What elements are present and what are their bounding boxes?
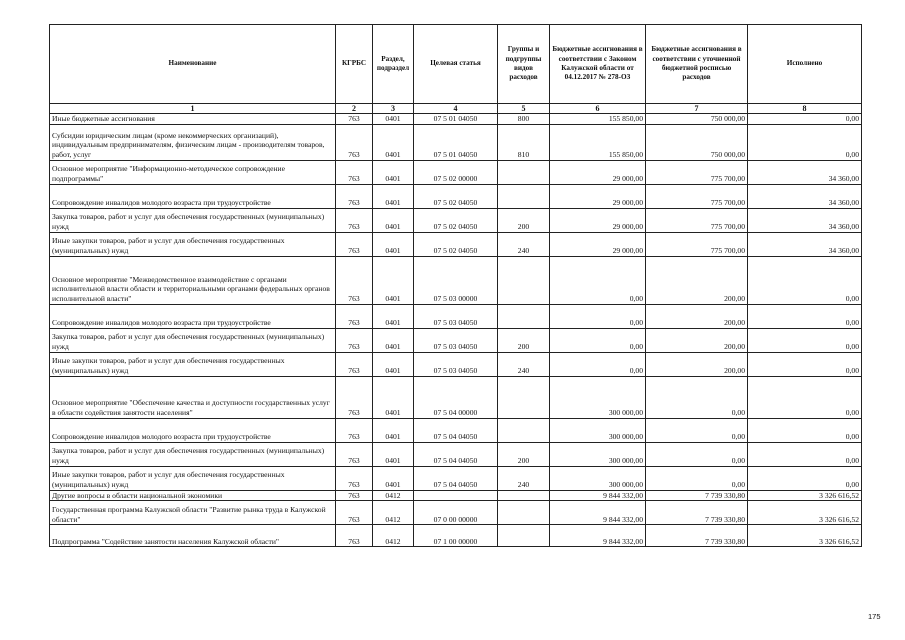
budget-table [49,24,862,547]
row-name: Сопровождение инвалидов молодого возраста при трудоустройстве [50,304,336,328]
table-row [50,490,862,501]
row-target-article: 07 5 04 04050 [414,442,498,466]
page-number: 175 [868,612,881,621]
table-row [50,304,862,328]
budget-report-sheet [49,24,861,547]
row-law-allocation: 155 850,00 [550,114,646,125]
row-expense-group [498,184,550,208]
row-executed: 3 326 616,52 [748,525,862,547]
row-expense-group: 240 [498,232,550,256]
row-executed: 3 326 616,52 [748,490,862,501]
row-target-article: 07 5 02 04050 [414,208,498,232]
table-row [50,256,862,304]
row-executed: 0,00 [748,328,862,352]
row-name: Основное мероприятие "Информационно-методическое сопровождение подпрограммы" [50,160,336,184]
row-kgrbs: 763 [336,466,373,490]
row-name: Закупка товаров, работ и услуг для обеспечения государственных (муниципальных) нужд [50,442,336,466]
row-law-allocation: 9 844 332,00 [550,501,646,525]
row-name: Закупка товаров, работ и услуг для обеспечения государственных (муниципальных) нужд [50,328,336,352]
row-name: Субсидии юридическим лицам (кроме некоммерческих организаций), индивидуальным предпринимателям, физическим лицам - производителям товаров, работ, услуг [50,124,336,160]
header-row [50,25,862,104]
header-law-allocations: Бюджетные ассигнования в соответствии с Законом Калужской области от 04.12.2017 № 278-ОЗ [550,25,646,104]
row-executed: 34 360,00 [748,184,862,208]
row-executed: 0,00 [748,352,862,376]
row-expense-group: 800 [498,114,550,125]
row-kgrbs: 763 [336,304,373,328]
table-row [50,114,862,125]
row-revised-allocation: 775 700,00 [646,208,748,232]
row-kgrbs: 763 [336,376,373,418]
table-row [50,352,862,376]
row-section: 0401 [373,232,414,256]
row-name: Сопровождение инвалидов молодого возраста при трудоустройстве [50,418,336,442]
row-expense-group: 200 [498,442,550,466]
row-name: Иные закупки товаров, работ и услуг для обеспечения государственных (муниципальных) нужд [50,466,336,490]
row-revised-allocation: 0,00 [646,418,748,442]
row-name: Подпрограмма "Содействие занятости населения Калужской области" [50,525,336,547]
table-row [50,124,862,160]
row-revised-allocation: 775 700,00 [646,232,748,256]
row-section: 0401 [373,328,414,352]
row-revised-allocation: 775 700,00 [646,184,748,208]
row-law-allocation: 29 000,00 [550,232,646,256]
row-target-article: 07 5 03 00000 [414,256,498,304]
row-kgrbs: 763 [336,490,373,501]
row-expense-group [498,304,550,328]
row-law-allocation: 9 844 332,00 [550,490,646,501]
row-target-article: 07 5 04 04050 [414,418,498,442]
table-row [50,208,862,232]
table-row [50,466,862,490]
table-row [50,184,862,208]
table-row [50,501,862,525]
row-executed: 3 326 616,52 [748,501,862,525]
row-revised-allocation: 200,00 [646,328,748,352]
row-kgrbs: 763 [336,160,373,184]
row-executed: 0,00 [748,442,862,466]
row-revised-allocation: 750 000,00 [646,114,748,125]
row-law-allocation: 300 000,00 [550,466,646,490]
row-section: 0401 [373,418,414,442]
column-number: 8 [748,104,862,114]
row-kgrbs: 763 [336,501,373,525]
row-section: 0401 [373,352,414,376]
row-executed: 0,00 [748,418,862,442]
row-target-article: 07 5 01 04050 [414,124,498,160]
header-executed: Исполнено [748,25,862,104]
row-law-allocation: 0,00 [550,328,646,352]
header-revised-allocations: Бюджетные ассигнования в соответствии с уточненной бюджетной росписью расходов [646,25,748,104]
row-expense-group [498,160,550,184]
row-kgrbs: 763 [336,328,373,352]
row-target-article: 07 5 03 04050 [414,304,498,328]
row-expense-group: 240 [498,352,550,376]
table-row [50,232,862,256]
column-number: 5 [498,104,550,114]
row-target-article: 07 5 04 04050 [414,466,498,490]
row-executed: 0,00 [748,256,862,304]
row-target-article [414,490,498,501]
row-executed: 34 360,00 [748,208,862,232]
row-expense-group [498,501,550,525]
column-number: 1 [50,104,336,114]
row-executed: 0,00 [748,114,862,125]
row-expense-group [498,256,550,304]
row-section: 0401 [373,442,414,466]
table-body [50,114,862,547]
row-expense-group: 200 [498,208,550,232]
row-target-article: 07 5 03 04050 [414,328,498,352]
row-law-allocation: 29 000,00 [550,160,646,184]
column-number: 4 [414,104,498,114]
row-revised-allocation: 0,00 [646,442,748,466]
row-section: 0401 [373,184,414,208]
row-expense-group: 810 [498,124,550,160]
column-number: 6 [550,104,646,114]
row-law-allocation: 0,00 [550,256,646,304]
row-section: 0401 [373,466,414,490]
header-kgrbs: КГРБС [336,25,373,104]
row-kgrbs: 763 [336,256,373,304]
row-section: 0401 [373,256,414,304]
row-revised-allocation: 7 739 330,80 [646,525,748,547]
column-number: 7 [646,104,748,114]
header-expense-group: Группы и подгруппы видов расходов [498,25,550,104]
row-revised-allocation: 200,00 [646,352,748,376]
table-row [50,328,862,352]
row-target-article: 07 5 03 04050 [414,352,498,376]
row-kgrbs: 763 [336,525,373,547]
row-expense-group [498,490,550,501]
row-kgrbs: 763 [336,124,373,160]
row-name: Другие вопросы в области национальной экономики [50,490,336,501]
row-executed: 0,00 [748,124,862,160]
column-number-row [50,104,862,114]
header-target-article: Целевая статья [414,25,498,104]
row-kgrbs: 763 [336,232,373,256]
row-executed: 0,00 [748,376,862,418]
header-name: Наименование [50,25,336,104]
row-expense-group: 200 [498,328,550,352]
row-law-allocation: 155 850,00 [550,124,646,160]
row-target-article: 07 5 02 04050 [414,232,498,256]
row-revised-allocation: 750 000,00 [646,124,748,160]
row-expense-group [498,525,550,547]
row-section: 0412 [373,490,414,501]
row-revised-allocation: 775 700,00 [646,160,748,184]
row-name: Основное мероприятие "Обеспечение качества и доступности государственных услуг в области содействия занятости населения" [50,376,336,418]
row-executed: 0,00 [748,466,862,490]
row-name: Государственная программа Калужской области "Развитие рынка труда в Калужской области" [50,501,336,525]
row-name: Иные закупки товаров, работ и услуг для обеспечения государственных (муниципальных) нужд [50,352,336,376]
row-section: 0401 [373,208,414,232]
row-name: Сопровождение инвалидов молодого возраста при трудоустройстве [50,184,336,208]
row-section: 0401 [373,160,414,184]
row-law-allocation: 300 000,00 [550,376,646,418]
row-kgrbs: 763 [336,208,373,232]
row-executed: 34 360,00 [748,232,862,256]
row-target-article: 07 5 02 00000 [414,160,498,184]
row-section: 0412 [373,501,414,525]
row-section: 0401 [373,114,414,125]
row-executed: 0,00 [748,304,862,328]
row-law-allocation: 300 000,00 [550,418,646,442]
table-row [50,442,862,466]
row-kgrbs: 763 [336,418,373,442]
table-row [50,160,862,184]
row-section: 0412 [373,525,414,547]
row-target-article: 07 0 00 00000 [414,501,498,525]
row-section: 0401 [373,376,414,418]
row-name: Иные закупки товаров, работ и услуг для обеспечения государственных (муниципальных) нужд [50,232,336,256]
table-row [50,376,862,418]
row-name: Основное мероприятие "Межведомственное взаимодействие с органами исполнительной власти области и территориальными органами федеральных органов исполнительной власти" [50,256,336,304]
row-kgrbs: 763 [336,352,373,376]
row-executed: 34 360,00 [748,160,862,184]
row-law-allocation: 29 000,00 [550,208,646,232]
row-kgrbs: 763 [336,184,373,208]
row-name: Закупка товаров, работ и услуг для обеспечения государственных (муниципальных) нужд [50,208,336,232]
row-revised-allocation: 7 739 330,80 [646,490,748,501]
header-section: Раздел, подраздел [373,25,414,104]
row-kgrbs: 763 [336,114,373,125]
row-target-article: 07 5 02 04050 [414,184,498,208]
row-target-article: 07 5 04 00000 [414,376,498,418]
row-target-article: 07 5 01 04050 [414,114,498,125]
row-revised-allocation: 0,00 [646,376,748,418]
row-expense-group [498,376,550,418]
row-revised-allocation: 200,00 [646,256,748,304]
row-revised-allocation: 200,00 [646,304,748,328]
row-section: 0401 [373,124,414,160]
column-number: 2 [336,104,373,114]
column-number: 3 [373,104,414,114]
row-expense-group [498,418,550,442]
row-law-allocation: 0,00 [550,352,646,376]
row-revised-allocation: 0,00 [646,466,748,490]
row-law-allocation: 29 000,00 [550,184,646,208]
row-target-article: 07 1 00 00000 [414,525,498,547]
row-law-allocation: 300 000,00 [550,442,646,466]
row-kgrbs: 763 [336,442,373,466]
table-row [50,525,862,547]
table-row [50,418,862,442]
row-law-allocation: 9 844 332,00 [550,525,646,547]
row-section: 0401 [373,304,414,328]
row-expense-group: 240 [498,466,550,490]
row-revised-allocation: 7 739 330,80 [646,501,748,525]
row-law-allocation: 0,00 [550,304,646,328]
row-name: Иные бюджетные ассигнования [50,114,336,125]
